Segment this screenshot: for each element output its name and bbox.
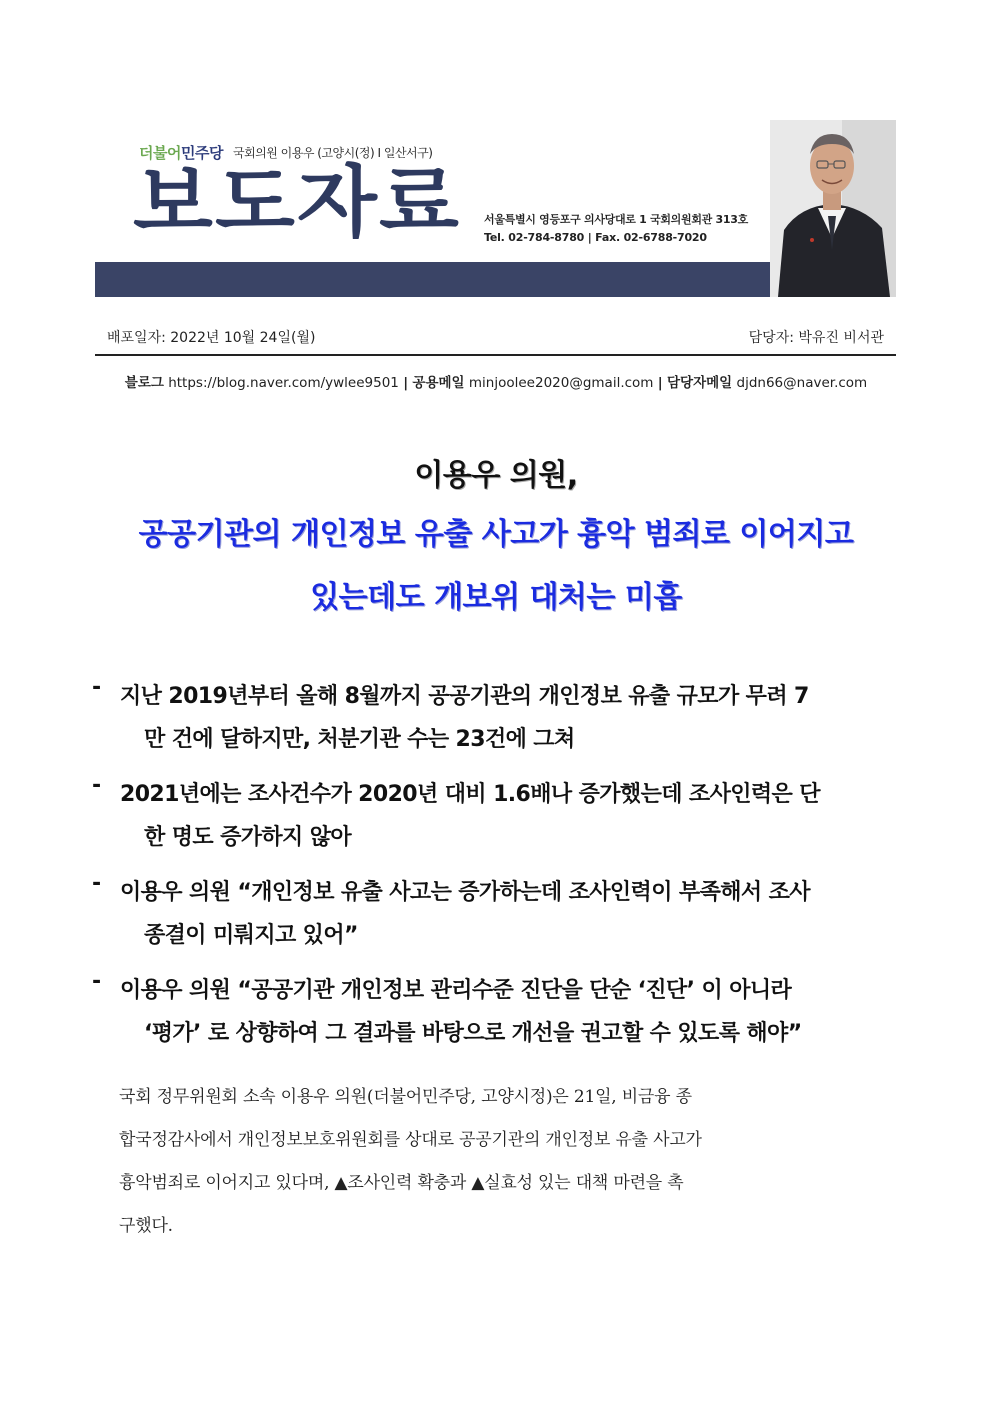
body-line: 합국정감사에서 개인정보보호위원회를 상대로 공공기관의 개인정보 유출 사고가 [119, 1130, 702, 1150]
bullet-line: 2021년에는 조사건수가 2020년 대비 1.6배나 증가했는데 조사인력은 단 [120, 782, 820, 807]
office-tel-fax: Tel. 02-784-8780 | Fax. 02-6788-7020 [484, 231, 707, 244]
lawmaker-photo [770, 120, 896, 297]
body-paragraph [119, 1076, 897, 1248]
bullet-dash: - [92, 675, 101, 700]
bullet-line: 이용우 의원 “공공기관 개인정보 관리수준 진단을 단순 ‘진단’ 이 아니라 [120, 978, 792, 1003]
bullet-line: 이용우 의원 “개인정보 유출 사고는 증가하는데 조사인력이 부족해서 조사 [120, 880, 810, 905]
body-line: 국회 정무위원회 소속 이용우 의원(더불어민주당, 고양시정)은 21일, 비금융 종 [119, 1087, 692, 1107]
bullet-dash: - [92, 773, 101, 798]
summary-bullet [92, 969, 900, 1055]
staff-mail-label: 담당자메일 [667, 375, 733, 391]
portrait-image [770, 120, 896, 297]
party-name-part2: 민주당 [180, 144, 223, 162]
contact-line [0, 371, 992, 391]
office-address: 서울특별시 영등포구 의사당대로 1 국회의원회관 313호 [484, 213, 748, 226]
bullet-line: 지난 2019년부터 올해 8월까지 공공기관의 개인정보 유출 규모가 무려 7 [120, 684, 809, 709]
meta-divider [95, 354, 896, 356]
summary-bullets [92, 675, 900, 1067]
blog-label: 블로그 [124, 375, 164, 391]
public-mail-link[interactable]: minjoolee2020@gmail.com [468, 375, 654, 391]
summary-bullet [92, 773, 900, 859]
staff-mail-link[interactable]: djdn66@naver.com [736, 375, 868, 391]
contact-separator: | [403, 375, 409, 391]
bullet-dash: - [92, 871, 101, 896]
bullet-line: 종결이 미뤄지고 있어” [144, 923, 358, 948]
bullet-line: 만 건에 달하지만, 처분기관 수는 23건에 그쳐 [144, 727, 575, 752]
headline-line-3: 있는데도 개보위 대처는 미흡 [310, 580, 682, 615]
press-release-title: 보도자료 [133, 158, 461, 248]
public-mail-label: 공용메일 [412, 375, 465, 391]
bullet-line: ‘평가’ 로 상향하여 그 결과를 바탕으로 개선을 권고할 수 있도록 해야” [144, 1021, 802, 1046]
headline-line-2: 공공기관의 개인정보 유출 사고가 흉악 범죄로 이어지고 [138, 517, 854, 552]
body-line: 흉악범죄로 이어지고 있다며, ▲조사인력 확충과 ▲실효성 있는 대책 마련을 촉 [119, 1173, 684, 1193]
member-info: 국회의원 이용우 (고양시(정) I 일산서구) [233, 146, 433, 160]
body-line: 구했다. [119, 1216, 173, 1236]
contact-separator: | [657, 375, 663, 391]
bullet-line: 한 명도 증가하지 않아 [144, 825, 352, 850]
release-date: 배포일자: 2022년 10월 24일(월) [107, 330, 316, 346]
headline-line-1: 이용우 의원, [414, 458, 578, 493]
bullet-dash: - [92, 969, 101, 994]
summary-bullet [92, 871, 900, 957]
blog-link[interactable]: https://blog.naver.com/ywlee9501 [168, 375, 399, 391]
summary-bullet [92, 675, 900, 761]
party-name-part1: 더불어 [139, 144, 181, 162]
contact-person: 담당자: 박유진 비서관 [748, 330, 884, 346]
